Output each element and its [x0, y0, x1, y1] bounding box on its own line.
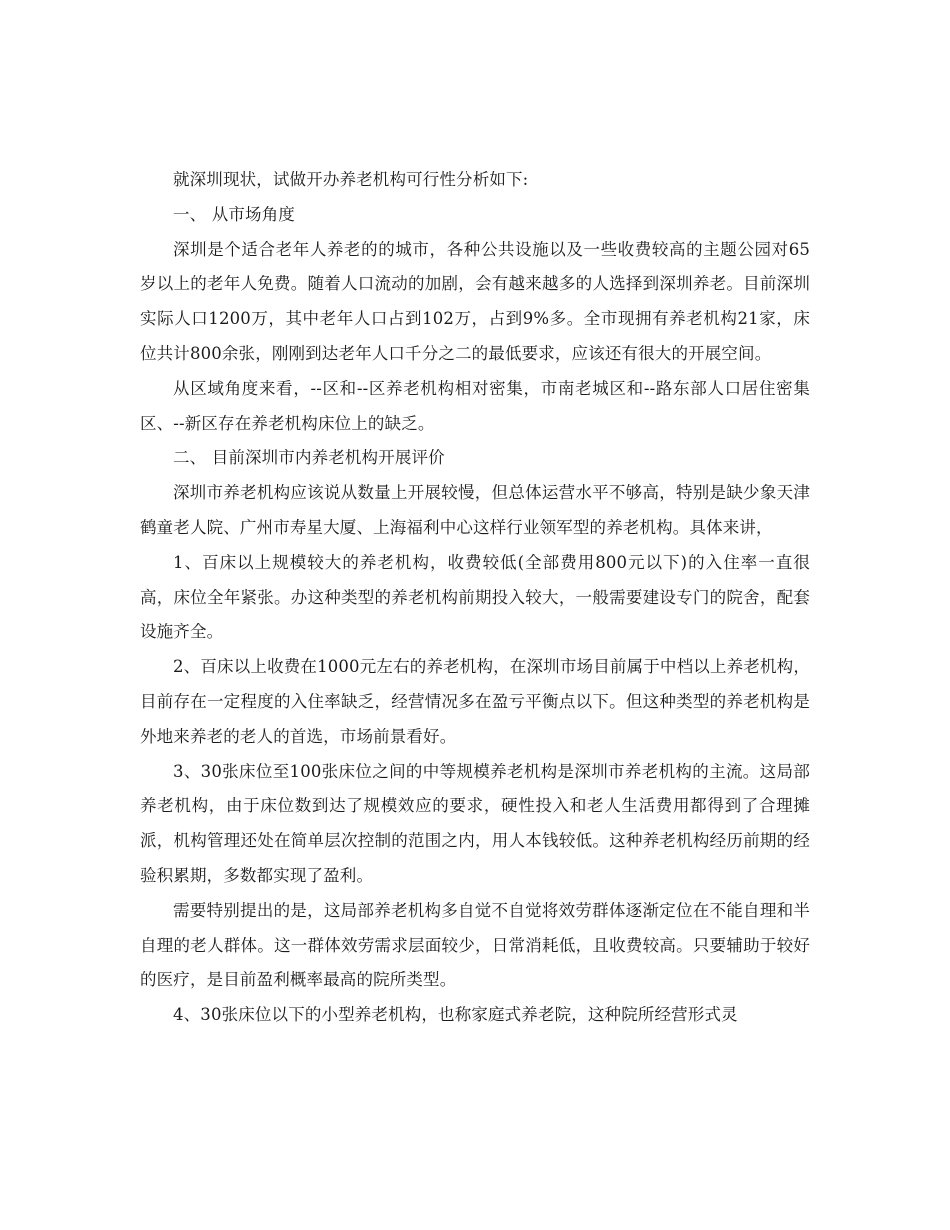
- evaluation-item-4: 4、30张床位以下的小型养老机构，也称家庭式养老院，这种院所经营形式灵: [173, 1005, 738, 1025]
- evaluation-note-paragraph: 需要特别提出的是，这局部养老机构多自觉不自觉将效劳群体逐渐定位在不能自理和半自理的老人群体。这一群体效劳需求层面较少，日常消耗低，且收费较高。只要辅助于较好的医疗，是目前盈利概率最高的院所类型。: [140, 900, 810, 990]
- evaluation-item-1: 1、百床以上规模较大的养老机构，收费较低(全部费用800元以下)的入住率一直很高，床位全年紧张。办这种类型的养老机构前期投入较大，一般需要建设专门的院舍，配套设施齐全。: [140, 552, 810, 642]
- market-paragraph-1: 深圳是个适合老年人养老的的城市，各种公共设施以及一些收费较高的主题公园对65岁以上的老年人免费。随着人口流动的加剧，会有越来越多的人选择到深圳养老。目前深圳实际人口1200万，其中老年人口占到102万，占到9%多。全市现拥有养老机构21家，床位共计800余张，刚刚到达老年人口千分之二的最低要求，应该还有很大的开展空间。: [140, 239, 810, 363]
- market-paragraph-2: 从区域角度来看，--区和--区养老机构相对密集，市南老城区和--路东部人口居住密集区、--新区存在养老机构床位上的缺乏。: [140, 378, 810, 433]
- section-heading-evaluation: 二、 目前深圳市内养老机构开展评价: [173, 448, 445, 468]
- evaluation-item-2: 2、百床以上收费在1000元左右的养老机构，在深圳市场目前属于中档以上养老机构，目前存在一定程度的入住率缺乏，经营情况多在盈亏平衡点以下。但这种类型的养老机构是外地来养老的老人的首选，市场前景看好。: [140, 657, 810, 746]
- evaluation-paragraph-1: 深圳市养老机构应该说从数量上开展较慢，但总体运营水平不够高，特别是缺少象天津鹤童老人院、广州市寿星大厦、上海福利中心这样行业领军型的养老机构。具体来讲，: [140, 483, 810, 537]
- evaluation-item-3: 3、30张床位至100张床位之间的中等规模养老机构是深圳市养老机构的主流。这局部养老机构，由于床位数到达了规模效应的要求，硬性投入和老人生活费用都得到了合理摊派，机构管理还处在简单层次控制的范围之内，用人本钱较低。这种养老机构经历前期的经验积累期，多数都实现了盈利。: [140, 761, 810, 885]
- section-heading-market: 一、 从市场角度: [173, 204, 295, 224]
- intro-paragraph: 就深圳现状，试做开办养老机构可行性分析如下:: [173, 170, 529, 189]
